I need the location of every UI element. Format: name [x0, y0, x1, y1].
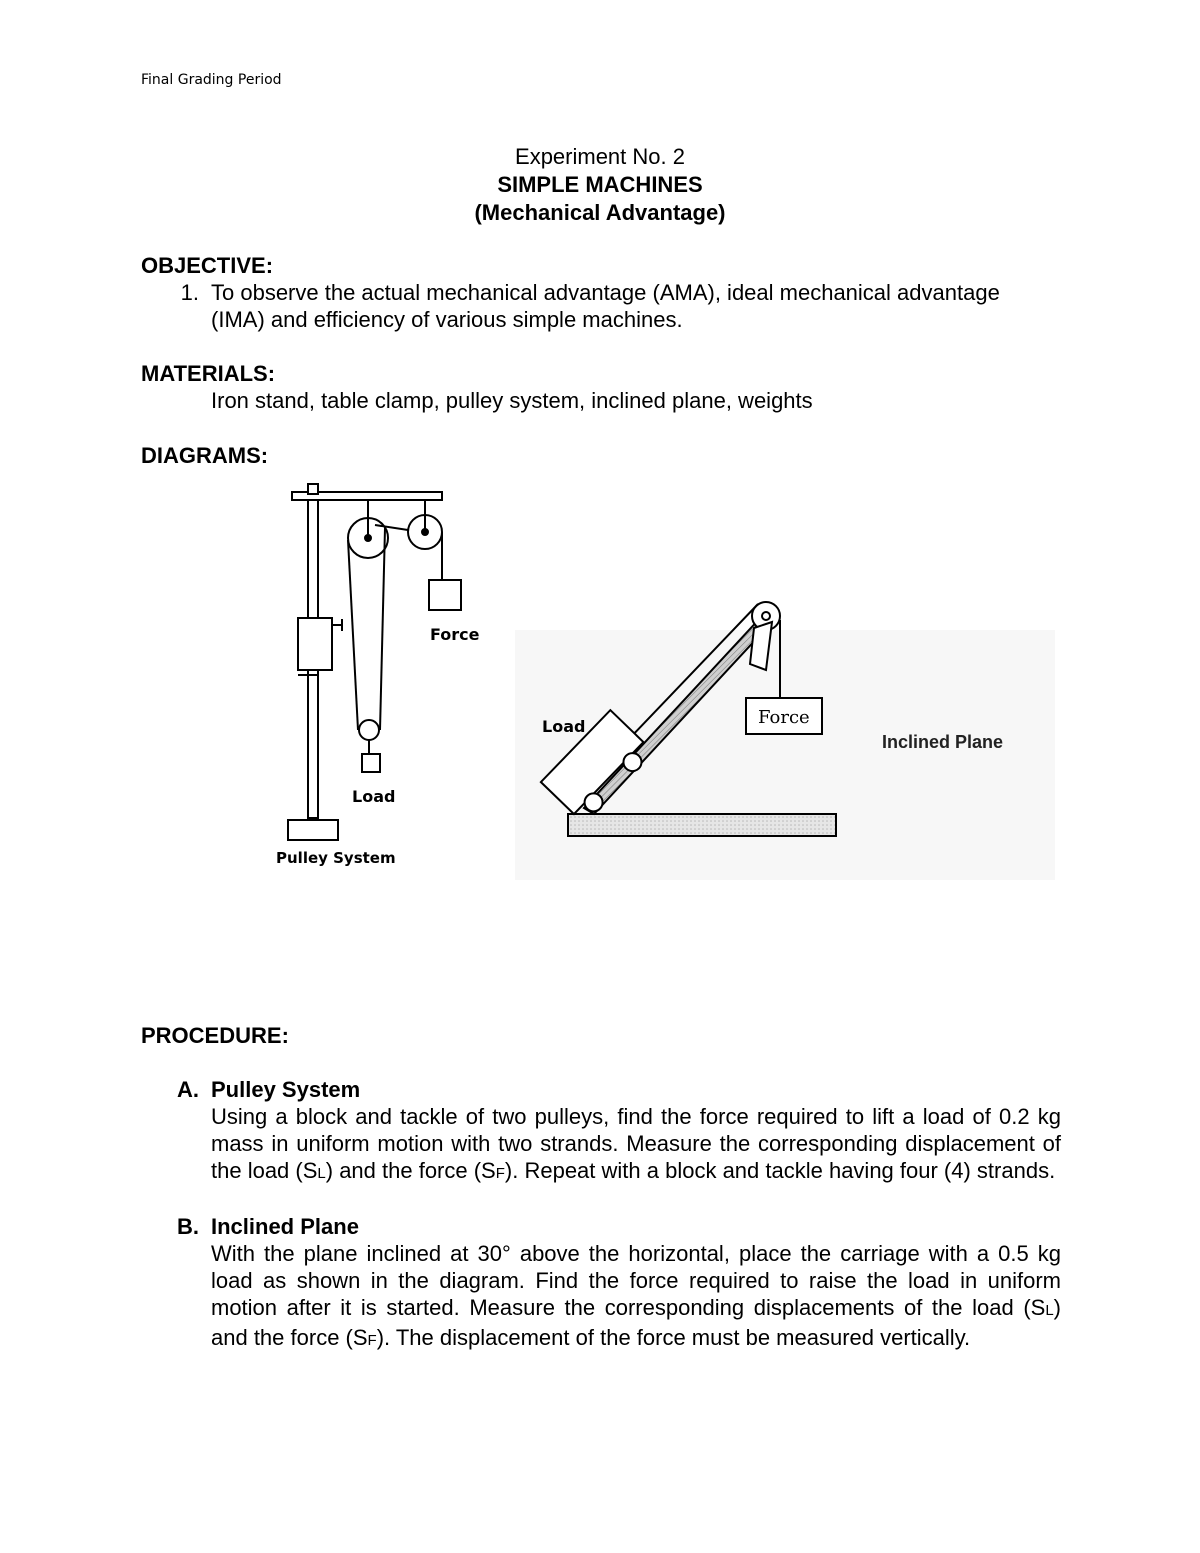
objective-item [141, 279, 1061, 333]
procedure-a-letter: A. [177, 1077, 199, 1102]
title-block [0, 143, 1200, 227]
incline-caption: Inclined Plane [882, 732, 1004, 752]
inclined-plane-diagram [510, 560, 1070, 890]
experiment-subtitle: (Mechanical Advantage) [474, 200, 726, 225]
procedure-a-title: Pulley System [211, 1077, 361, 1102]
objective-text-line2: (IMA) and efficiency of various simple machines. [211, 307, 683, 332]
incline-force-label: Force [758, 707, 810, 728]
pulley-load-label: Load [352, 787, 396, 806]
materials-heading: MATERIALS: [141, 361, 276, 386]
materials-section [141, 360, 1061, 414]
objective-heading: OBJECTIVE: [141, 253, 274, 278]
procedure-item-b [141, 1213, 1061, 1354]
pulley-force-label: Force [430, 625, 480, 644]
experiment-title: SIMPLE MACHINES [497, 172, 703, 197]
incline-load-label: Load [542, 717, 586, 736]
pulley-caption: Pulley System [276, 849, 396, 867]
procedure-a-text: Using a block and tackle of two pulleys, find the force required to lift a load of 0.2 kg mass in uniform motion with two strands. Measure the corresponding displacement of the load (SL) and the force (SF). Repeat with a block and tackle having four (4) strands. [211, 1104, 1061, 1183]
page-header: Final Grading Period [141, 72, 282, 88]
procedure-b-title: Inclined Plane [211, 1214, 359, 1239]
pulley-system-diagram [270, 480, 510, 880]
materials-text: Iron stand, table clamp, pulley system, inclined plane, weights [211, 388, 813, 413]
experiment-number: Experiment No. 2 [515, 144, 685, 169]
diagrams-section [141, 442, 1061, 469]
procedure-item-a [141, 1076, 1061, 1187]
procedure-heading: PROCEDURE: [141, 1023, 289, 1048]
objective-number: 1. [180, 280, 199, 305]
procedure-section [141, 1022, 1061, 1380]
procedure-b-text: With the plane inclined at 30° above the horizontal, place the carriage with a 0.5 kg load as shown in the diagram. Find the force required to raise the load in uniform motion after it is started. Measure the corresponding displacements of the load (SL) and the force (SF). The displacement of the force must be measured vertically. [211, 1241, 1061, 1350]
procedure-b-letter: B. [177, 1214, 199, 1239]
objective-section [141, 252, 1061, 333]
diagrams-heading: DIAGRAMS: [141, 443, 269, 468]
objective-text-line1: To observe the actual mechanical advantage (AMA), ideal mechanical advantage [211, 280, 1000, 305]
